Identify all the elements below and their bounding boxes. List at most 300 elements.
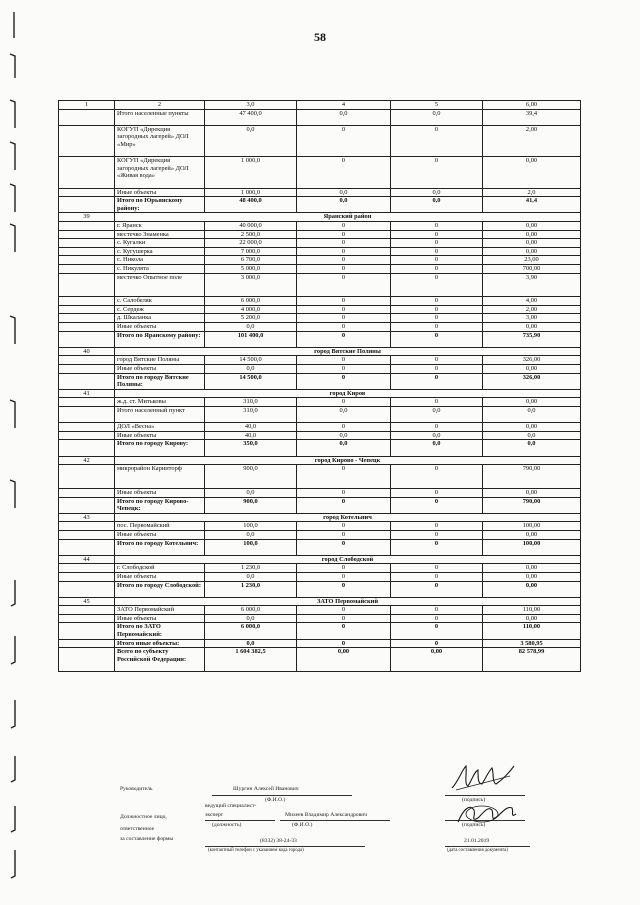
value-col6: 0,00 xyxy=(483,581,581,597)
value-col4: 0 xyxy=(297,522,391,531)
table-row xyxy=(59,264,581,273)
section-number: 44 xyxy=(59,555,115,564)
value-col6: 0,00 xyxy=(483,530,581,539)
row-number xyxy=(59,530,115,539)
value-col6: 0,00 xyxy=(483,157,581,188)
row-number xyxy=(59,497,115,513)
row-name: с. Салобеляк xyxy=(115,297,205,306)
row-name: КОГУП «Дирекция загородных лагерей» ДОЛ «Мир» xyxy=(115,125,205,156)
value-col5: 0 xyxy=(391,247,483,256)
value-col6: 3 580,95 xyxy=(483,639,581,648)
row-number xyxy=(59,109,115,125)
value-col3: 1 230,0 xyxy=(205,581,297,597)
value-col4: 0 xyxy=(297,606,391,615)
table-row xyxy=(59,125,581,156)
section-number: 45 xyxy=(59,597,115,606)
row-number xyxy=(59,614,115,623)
row-number xyxy=(59,323,115,332)
row-number xyxy=(59,522,115,531)
value-col4: 0,0 xyxy=(297,440,391,456)
section-title: Яранский район xyxy=(115,213,581,222)
row-name: город Вятские Поляны xyxy=(115,356,205,365)
section-number: 43 xyxy=(59,513,115,522)
section-row xyxy=(59,389,581,398)
position-line-1: ведущий специалист- xyxy=(205,803,257,809)
value-col5: 0,0 xyxy=(391,431,483,440)
row-number xyxy=(59,431,115,440)
value-col4: 0 xyxy=(297,239,391,248)
value-col5: 0 xyxy=(391,230,483,239)
header-cell: 5 xyxy=(391,101,483,110)
table-row xyxy=(59,157,581,188)
value-col6: 100,00 xyxy=(483,522,581,531)
row-number xyxy=(59,125,115,156)
value-col4: 0,0 xyxy=(297,197,391,213)
value-col5: 0 xyxy=(391,488,483,497)
value-col6: 0,00 xyxy=(483,221,581,230)
row-number xyxy=(59,314,115,323)
value-col5: 0 xyxy=(391,539,483,555)
row-name: д. Шкаланка xyxy=(115,314,205,323)
header-cell: 1 xyxy=(59,101,115,110)
table-row xyxy=(59,606,581,615)
row-name: Иные объекты xyxy=(115,431,205,440)
row-name: Итого по городу Котельнич: xyxy=(115,539,205,555)
value-col4: 0 xyxy=(297,273,391,297)
row-number xyxy=(59,423,115,432)
table-row xyxy=(59,522,581,531)
head-signature-image xyxy=(448,762,518,794)
table-row xyxy=(59,239,581,248)
value-col4: 0 xyxy=(297,305,391,314)
row-number xyxy=(59,639,115,648)
table-row xyxy=(59,297,581,306)
row-number xyxy=(59,264,115,273)
value-col3: 0,0 xyxy=(205,639,297,648)
row-name: с. Никола xyxy=(115,256,205,265)
row-number xyxy=(59,247,115,256)
value-col6: 0,00 xyxy=(483,423,581,432)
row-name: Итого иные объекты: xyxy=(115,639,205,648)
value-col6: 0,00 xyxy=(483,230,581,239)
total-row xyxy=(59,440,581,456)
value-col6: 0,0 xyxy=(483,440,581,456)
value-col6: 2,00 xyxy=(483,305,581,314)
section-title: город Слободской xyxy=(115,555,581,564)
value-col5: 0,00 xyxy=(391,648,483,672)
section-title: город Котельнич xyxy=(115,513,581,522)
section-row xyxy=(59,347,581,356)
value-col5: 0 xyxy=(391,256,483,265)
row-name: ДОЛ «Весна» xyxy=(115,423,205,432)
value-col4: 0 xyxy=(297,398,391,407)
total-row xyxy=(59,639,581,648)
table-row xyxy=(59,230,581,239)
responsible-name: Михеев Владимир Александрович xyxy=(285,812,368,818)
row-name: Иные объекты xyxy=(115,323,205,332)
row-name: с. Сердеж xyxy=(115,305,205,314)
value-col4: 0 xyxy=(297,623,391,639)
head-label: Руководитель xyxy=(120,786,153,792)
head-fio-caption: (Ф.И.О.) xyxy=(265,797,286,803)
head-signature-caption: (подпись) xyxy=(462,797,486,803)
value-col5: 0 xyxy=(391,323,483,332)
value-col6: 3,00 xyxy=(483,314,581,323)
value-col6: 82 578,99 xyxy=(483,648,581,672)
row-number xyxy=(59,648,115,672)
row-number xyxy=(59,365,115,374)
head-name: Шургин Алексей Иванович xyxy=(233,786,299,792)
table-row xyxy=(59,323,581,332)
value-col3: 6 000,0 xyxy=(205,606,297,615)
section-row xyxy=(59,555,581,564)
value-col3: 3 000,0 xyxy=(205,273,297,297)
section-row xyxy=(59,456,581,465)
value-col5: 0 xyxy=(391,423,483,432)
value-col6: 41,4 xyxy=(483,197,581,213)
table-row xyxy=(59,431,581,440)
value-col3: 14 500,0 xyxy=(205,373,297,389)
value-col4: 0 xyxy=(297,331,391,347)
value-col3: 0,0 xyxy=(205,488,297,497)
section-number: 42 xyxy=(59,456,115,465)
value-col6: 0,00 xyxy=(483,564,581,573)
section-row xyxy=(59,513,581,522)
value-col5: 0,0 xyxy=(391,407,483,423)
section-row xyxy=(59,597,581,606)
table-row xyxy=(59,407,581,423)
row-number xyxy=(59,606,115,615)
value-col3: 310,0 xyxy=(205,407,297,423)
position-caption: (должность) xyxy=(212,822,242,828)
value-col5: 0 xyxy=(391,623,483,639)
value-col3: 0,0 xyxy=(205,365,297,374)
phone: (8332) 38-24-33 xyxy=(260,838,297,844)
value-col5: 0,0 xyxy=(391,440,483,456)
value-col6: 326,00 xyxy=(483,373,581,389)
total-row xyxy=(59,539,581,555)
row-name: Итого по городу Вятские Поляны: xyxy=(115,373,205,389)
value-col3: 900,0 xyxy=(205,465,297,489)
value-col4: 0,00 xyxy=(297,648,391,672)
value-col3: 2 500,0 xyxy=(205,230,297,239)
table-row xyxy=(59,572,581,581)
value-col4: 0 xyxy=(297,230,391,239)
value-col6: 700,00 xyxy=(483,264,581,273)
value-col5: 0 xyxy=(391,356,483,365)
value-col6: 0,00 xyxy=(483,323,581,332)
row-number xyxy=(59,221,115,230)
value-col5: 0 xyxy=(391,398,483,407)
value-col3: 310,0 xyxy=(205,398,297,407)
value-col6: 39,4 xyxy=(483,109,581,125)
phone-caption: (контактный телефон с указанием кода города) xyxy=(208,848,304,853)
page-number: 58 xyxy=(314,30,326,44)
value-col4: 0 xyxy=(297,539,391,555)
row-number xyxy=(59,407,115,423)
section-row xyxy=(59,213,581,222)
value-col5: 0 xyxy=(391,497,483,513)
value-col3: 100,0 xyxy=(205,522,297,531)
row-name: ж.д. ст. Митьковы xyxy=(115,398,205,407)
table-row xyxy=(59,221,581,230)
value-col3: 6 700,0 xyxy=(205,256,297,265)
total-row xyxy=(59,623,581,639)
value-col4: 0 xyxy=(297,356,391,365)
value-col5: 0 xyxy=(391,221,483,230)
value-col5: 0 xyxy=(391,305,483,314)
row-name: Итого по ЗАТО Первомайский: xyxy=(115,623,205,639)
report-table xyxy=(58,100,581,672)
row-name: ЗАТО Первомайский xyxy=(115,606,205,615)
row-name: пос. Первомайский xyxy=(115,522,205,531)
value-col5: 0 xyxy=(391,606,483,615)
value-col5: 0 xyxy=(391,331,483,347)
value-col6: 790,00 xyxy=(483,497,581,513)
value-col3: 48 400,0 xyxy=(205,197,297,213)
responsible-signature-caption: (подпись) xyxy=(462,822,486,828)
table-row xyxy=(59,614,581,623)
header-cell: 2 xyxy=(115,101,205,110)
row-number xyxy=(59,239,115,248)
value-col5: 0 xyxy=(391,530,483,539)
value-col6: 0,0 xyxy=(483,431,581,440)
section-number: 40 xyxy=(59,347,115,356)
table-row xyxy=(59,465,581,489)
table-row xyxy=(59,247,581,256)
value-col3: 22 000,0 xyxy=(205,239,297,248)
table-row xyxy=(59,530,581,539)
row-name: Иные объекты xyxy=(115,530,205,539)
responsible-label-3: за составление формы xyxy=(120,836,174,842)
value-col6: 23,00 xyxy=(483,256,581,265)
value-col4: 0 xyxy=(297,423,391,432)
row-number xyxy=(59,305,115,314)
total-row xyxy=(59,497,581,513)
value-col4: 0 xyxy=(297,564,391,573)
row-number xyxy=(59,398,115,407)
row-name: Иные объекты xyxy=(115,614,205,623)
value-col4: 0 xyxy=(297,314,391,323)
row-number xyxy=(59,197,115,213)
value-col6: 4,00 xyxy=(483,297,581,306)
table-row xyxy=(59,423,581,432)
table-row xyxy=(59,188,581,197)
row-number xyxy=(59,539,115,555)
row-name: КОГУП «Дирекция загородных лагерей» ДОЛ «Живая вода» xyxy=(115,157,205,188)
value-col5: 0 xyxy=(391,614,483,623)
row-name: Иные объекты xyxy=(115,365,205,374)
position-line-2: эксперт xyxy=(205,812,224,818)
value-col3: 900,0 xyxy=(205,497,297,513)
row-name: местечко Знаменка xyxy=(115,230,205,239)
responsible-label-1: Должностное лицо, xyxy=(120,814,167,820)
section-title: ЗАТО Первомайский xyxy=(115,597,581,606)
value-col5: 0 xyxy=(391,157,483,188)
binder-edge-marks xyxy=(6,0,20,905)
row-name: с. Кугушерка xyxy=(115,247,205,256)
value-col6: 3,90 xyxy=(483,273,581,297)
value-col6: 326,00 xyxy=(483,356,581,365)
value-col5: 0 xyxy=(391,639,483,648)
total-row xyxy=(59,648,581,672)
value-col4: 0,0 xyxy=(297,188,391,197)
value-col6: 0,00 xyxy=(483,572,581,581)
value-col4: 0,0 xyxy=(297,407,391,423)
date-caption: (дата составления документа) xyxy=(447,848,508,853)
value-col5: 0 xyxy=(391,273,483,297)
value-col4: 0 xyxy=(297,373,391,389)
value-col5: 0 xyxy=(391,465,483,489)
value-col4: 0 xyxy=(297,614,391,623)
header-cell: 3,0 xyxy=(205,101,297,110)
value-col5: 0 xyxy=(391,522,483,531)
row-number xyxy=(59,465,115,489)
value-col3: 4 000,0 xyxy=(205,305,297,314)
value-col5: 0,0 xyxy=(391,197,483,213)
row-number xyxy=(59,440,115,456)
value-col6: 0,00 xyxy=(483,614,581,623)
value-col4: 0 xyxy=(297,323,391,332)
value-col3: 1 604 382,5 xyxy=(205,648,297,672)
row-name: Иные объекты xyxy=(115,188,205,197)
value-col5: 0 xyxy=(391,314,483,323)
value-col5: 0,0 xyxy=(391,109,483,125)
value-col3: 0,0 xyxy=(205,572,297,581)
value-col4: 0 xyxy=(297,221,391,230)
row-name: Итого населенный пункт xyxy=(115,407,205,423)
responsible-fio-caption: (Ф.И.О.) xyxy=(292,822,313,828)
value-col6: 0,0 xyxy=(483,407,581,423)
row-number xyxy=(59,581,115,597)
row-name: Итого по городу Кирово-Чепецк: xyxy=(115,497,205,513)
value-col5: 0 xyxy=(391,297,483,306)
value-col3: 14 500,0 xyxy=(205,356,297,365)
row-name: микрорайон Каринторф xyxy=(115,465,205,489)
row-name: Итого по городу Слободской: xyxy=(115,581,205,597)
row-number xyxy=(59,564,115,573)
value-col3: 0,0 xyxy=(205,530,297,539)
row-name: г. Слободской xyxy=(115,564,205,573)
value-col4: 0 xyxy=(297,530,391,539)
value-col6: 0,00 xyxy=(483,398,581,407)
value-col6: 2,0 xyxy=(483,188,581,197)
value-col5: 0 xyxy=(391,581,483,597)
value-col4: 0,0 xyxy=(297,431,391,440)
section-number: 41 xyxy=(59,389,115,398)
value-col3: 5 200,0 xyxy=(205,314,297,323)
table-row xyxy=(59,256,581,265)
row-number xyxy=(59,230,115,239)
responsible-label-2: ответственное xyxy=(120,826,155,832)
value-col3: 7 000,0 xyxy=(205,247,297,256)
row-name: Иные объекты xyxy=(115,572,205,581)
value-col3: 0,0 xyxy=(205,323,297,332)
row-name: г. Яранск xyxy=(115,221,205,230)
value-col4: 0 xyxy=(297,297,391,306)
value-col5: 0 xyxy=(391,239,483,248)
value-col3: 0,0 xyxy=(205,125,297,156)
section-title: город Киров xyxy=(115,389,581,398)
value-col5: 0,0 xyxy=(391,188,483,197)
value-col6: 2,00 xyxy=(483,125,581,156)
value-col3: 47 400,0 xyxy=(205,109,297,125)
row-name: Итого населенные пункты xyxy=(115,109,205,125)
value-col5: 0 xyxy=(391,264,483,273)
value-col4: 0 xyxy=(297,488,391,497)
table-row xyxy=(59,488,581,497)
value-col4: 0 xyxy=(297,465,391,489)
row-name: Иные объекты xyxy=(115,488,205,497)
value-col3: 350,0 xyxy=(205,440,297,456)
value-col3: 1 230,0 xyxy=(205,564,297,573)
row-name: с. Никулята xyxy=(115,264,205,273)
value-col4: 0 xyxy=(297,639,391,648)
value-col6: 100,00 xyxy=(483,539,581,555)
row-number xyxy=(59,157,115,188)
table-row xyxy=(59,398,581,407)
header-cell: 4 xyxy=(297,101,391,110)
value-col6: 0,00 xyxy=(483,488,581,497)
row-name: Итого по городу Кирову: xyxy=(115,440,205,456)
section-title: город Вятские Поляны xyxy=(115,347,581,356)
row-name: местечко Опытное поле xyxy=(115,273,205,297)
document-date: 21.01.2019 xyxy=(464,838,490,844)
table-row xyxy=(59,273,581,297)
value-col6: 790,00 xyxy=(483,465,581,489)
value-col3: 101 400,0 xyxy=(205,331,297,347)
row-name: Итого по Яранскому району: xyxy=(115,331,205,347)
table-row xyxy=(59,365,581,374)
value-col6: 0,00 xyxy=(483,247,581,256)
value-col3: 0,0 xyxy=(205,614,297,623)
value-col5: 0 xyxy=(391,564,483,573)
value-col4: 0 xyxy=(297,581,391,597)
header-cell: 6,00 xyxy=(483,101,581,110)
value-col4: 0 xyxy=(297,365,391,374)
row-name: с. Кугалки xyxy=(115,239,205,248)
value-col5: 0 xyxy=(391,125,483,156)
value-col6: 735,90 xyxy=(483,331,581,347)
row-number xyxy=(59,488,115,497)
total-row xyxy=(59,581,581,597)
table-row xyxy=(59,564,581,573)
table-row xyxy=(59,356,581,365)
value-col3: 6 000,0 xyxy=(205,623,297,639)
table-header-row xyxy=(59,101,581,110)
table-row xyxy=(59,109,581,125)
value-col5: 0 xyxy=(391,572,483,581)
row-number xyxy=(59,297,115,306)
row-number xyxy=(59,373,115,389)
value-col3: 5 000,0 xyxy=(205,264,297,273)
row-number xyxy=(59,572,115,581)
value-col3: 6 000,0 xyxy=(205,297,297,306)
value-col6: 110,00 xyxy=(483,606,581,615)
total-row xyxy=(59,331,581,347)
value-col6: 110,00 xyxy=(483,623,581,639)
value-col3: 100,0 xyxy=(205,539,297,555)
row-number xyxy=(59,273,115,297)
value-col4: 0 xyxy=(297,497,391,513)
row-number xyxy=(59,623,115,639)
row-name: Итого по Юрьянскому району: xyxy=(115,197,205,213)
responsible-signature-image xyxy=(452,800,524,828)
row-name: Всего по субъекту Российской Федерации: xyxy=(115,648,205,672)
total-row xyxy=(59,197,581,213)
value-col4: 0 xyxy=(297,125,391,156)
row-number xyxy=(59,188,115,197)
